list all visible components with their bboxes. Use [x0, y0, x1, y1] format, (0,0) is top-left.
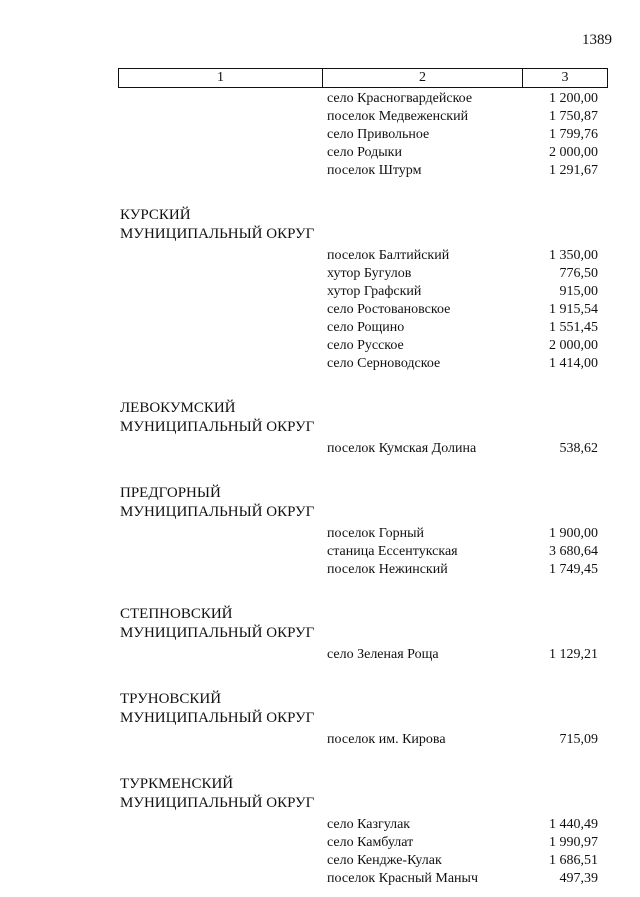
table-row — [0, 126, 640, 144]
district-section — [0, 664, 640, 749]
amount-value: 2 000,00 — [549, 338, 598, 353]
table-header-col-1: 1 — [119, 69, 323, 87]
district-section — [0, 749, 640, 888]
amount-value: 1 350,00 — [549, 248, 598, 263]
settlement-name: село Красногвардейское — [327, 91, 473, 106]
table-row — [0, 525, 640, 543]
settlement-name: поселок Медвеженский — [327, 109, 469, 124]
section-spacer — [0, 373, 640, 399]
settlement-name: село Кендже-Кулак — [327, 853, 442, 868]
district-type: МУНИЦИПАЛЬНЫЙ ОКРУГ — [120, 710, 315, 726]
district-section — [0, 90, 640, 180]
settlement-name: село Камбулат — [327, 835, 414, 850]
settlement-name: поселок Штурм — [327, 163, 422, 178]
table-header-col-2: 2 — [323, 69, 523, 87]
district-type: МУНИЦИПАЛЬНЫЙ ОКРУГ — [120, 795, 315, 811]
district-name: ТУРКМЕНСКИЙ — [120, 776, 234, 792]
district-section — [0, 579, 640, 664]
district-section — [0, 458, 640, 579]
table-row — [0, 852, 640, 870]
district-type: МУНИЦИПАЛЬНЫЙ ОКРУГ — [120, 419, 315, 435]
table-row — [0, 90, 640, 108]
settlement-name: поселок Нежинский — [327, 562, 448, 577]
settlement-name: село Казгулак — [327, 817, 411, 832]
district-section — [0, 180, 640, 373]
table-header-col-3: 3 — [561, 70, 569, 85]
amount-value: 1 129,21 — [549, 647, 598, 662]
amount-value: 1 900,00 — [549, 526, 598, 541]
amount-value: 1 750,87 — [549, 109, 598, 124]
table-row — [0, 301, 640, 319]
district-name: СТЕПНОВСКИЙ — [120, 606, 233, 622]
table-row — [0, 834, 640, 852]
table-row — [0, 247, 640, 265]
table-row — [0, 646, 640, 664]
settlement-name: станица Ессентукская — [327, 544, 458, 559]
table-row — [0, 283, 640, 301]
settlement-name: поселок Горный — [327, 526, 424, 541]
table-row — [0, 543, 640, 561]
table-row — [0, 561, 640, 579]
amount-value: 1 915,54 — [549, 302, 598, 317]
amount-value: 538,62 — [559, 441, 598, 456]
amount-value: 2 000,00 — [549, 145, 598, 160]
amount-value: 1 990,97 — [549, 835, 598, 850]
table-body — [0, 90, 640, 888]
table-row — [0, 265, 640, 283]
district-type: МУНИЦИПАЛЬНЫЙ ОКРУГ — [120, 226, 315, 242]
settlement-name: поселок Балтийский — [327, 248, 450, 263]
amount-value: 497,39 — [559, 871, 598, 886]
section-spacer — [0, 458, 640, 484]
table-row — [0, 440, 640, 458]
settlement-name: село Ростовановское — [327, 302, 451, 317]
district-name: ТРУНОВСКИЙ — [120, 691, 222, 707]
table-row — [0, 319, 640, 337]
district-name: ЛЕВОКУМСКИЙ — [120, 400, 236, 416]
table-row — [0, 731, 640, 749]
district-name: ПРЕДГОРНЫЙ — [120, 485, 221, 501]
settlement-name: село Рощино — [327, 320, 405, 335]
amount-value: 1 440,49 — [549, 817, 598, 832]
amount-value: 915,00 — [559, 284, 598, 299]
district-type: МУНИЦИПАЛЬНЫЙ ОКРУГ — [120, 625, 315, 641]
settlement-name: село Серноводское — [327, 356, 441, 371]
settlement-name: хутор Бугулов — [327, 266, 412, 281]
amount-value: 1 551,45 — [549, 320, 598, 335]
table-row — [0, 108, 640, 126]
settlement-name: село Зеленая Роща — [327, 647, 439, 662]
table-row — [0, 355, 640, 373]
table-row — [0, 144, 640, 162]
page-number: 1389 — [582, 32, 612, 48]
table-row — [0, 870, 640, 888]
table-row — [0, 816, 640, 834]
section-spacer — [0, 180, 640, 206]
amount-value: 776,50 — [559, 266, 598, 281]
table-row — [0, 162, 640, 180]
settlement-name: поселок Красный Маныч — [327, 871, 478, 886]
amount-value: 1 686,51 — [549, 853, 598, 868]
district-section — [0, 373, 640, 458]
table-row — [0, 337, 640, 355]
settlement-name: село Русское — [327, 338, 404, 353]
section-spacer — [0, 664, 640, 690]
district-type: МУНИЦИПАЛЬНЫЙ ОКРУГ — [120, 504, 315, 520]
amount-value: 1 291,67 — [549, 163, 598, 178]
settlement-name: село Родыки — [327, 145, 402, 160]
amount-value: 3 680,64 — [549, 544, 598, 559]
amount-value: 1 749,45 — [549, 562, 598, 577]
settlement-name: поселок им. Кирова — [327, 732, 446, 747]
settlement-name: хутор Графский — [327, 284, 422, 299]
amount-value: 1 414,00 — [549, 356, 598, 371]
district-name: КУРСКИЙ — [120, 207, 191, 223]
section-spacer — [0, 749, 640, 775]
settlement-name: село Привольное — [327, 127, 430, 142]
settlement-name: поселок Кумская Долина — [327, 441, 477, 456]
amount-value: 1 799,76 — [549, 127, 598, 142]
table-header-row — [118, 68, 608, 88]
section-spacer — [0, 579, 640, 605]
amount-value: 715,09 — [559, 732, 598, 747]
amount-value: 1 200,00 — [549, 91, 598, 106]
